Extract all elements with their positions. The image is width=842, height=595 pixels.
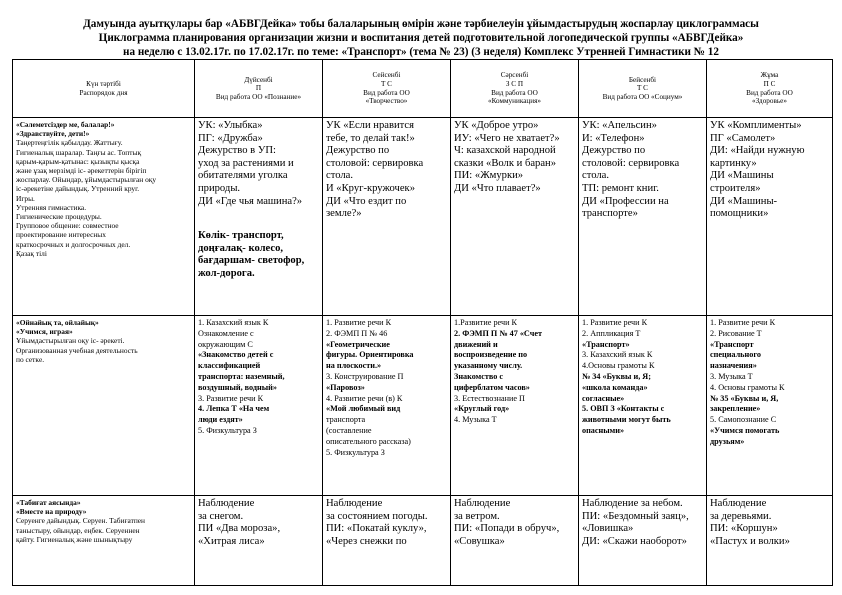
- cell-line: ПИ: «Попади в обруч»,: [454, 523, 560, 535]
- cell-line: фигуры. Ориентировка: [326, 350, 414, 360]
- cell-lessons-wednesday: [451, 316, 579, 496]
- cell-line: циферблатом часов»: [454, 382, 530, 392]
- cell-line: Дежурство в УП:: [198, 145, 276, 157]
- cell-line: ПИ: «Коршун»: [710, 523, 778, 535]
- cell-line: 4.Основы грамоты К: [582, 361, 655, 371]
- day-code: П С: [763, 79, 776, 88]
- cell-line: «Хитрая лиса»: [198, 535, 265, 547]
- cell-line: земле?»: [326, 208, 362, 220]
- day-area: Вид работа ОО «Социум»: [602, 92, 683, 101]
- cell-line: И: «Телефон»: [582, 132, 645, 144]
- cell-walk-tuesday: [323, 496, 451, 586]
- cell-line: закрепление»: [710, 404, 761, 414]
- row-lessons: [13, 316, 833, 496]
- cell-line: ТП: ремонт книг.: [582, 182, 659, 194]
- row-head-line: Гигиеналық шаралар. Таңғы ас. Топтық: [16, 147, 142, 157]
- day-name: Дүйсенбі: [244, 75, 273, 84]
- cell-line: стола.: [326, 170, 353, 182]
- row-head-line: Утренняя гимнастика.: [16, 202, 87, 212]
- day-code: Т С: [381, 79, 392, 88]
- row-head-line: «Здравствуйте, дети!»: [16, 129, 90, 139]
- cell-line: «Мой любимый вид: [326, 404, 401, 414]
- cell-line: 5. Самопознание С: [710, 415, 777, 425]
- day-code: Т С: [637, 84, 648, 93]
- day-header-wednesday: [451, 60, 579, 118]
- cell-line: Наблюдение: [198, 498, 255, 509]
- cell-line: 1. Казахский язык К: [198, 318, 269, 327]
- row-head-line: қарым-қарым-қатынас: қызықты қысқа: [16, 156, 140, 166]
- row-head-line: Таңертеңгілік қабылдау. Жаттығу.: [16, 138, 123, 148]
- row-head-line: «Табиғат аясында»: [16, 498, 81, 507]
- cell-line: природы.: [198, 182, 241, 194]
- row-head-line: қайту. Гигиеналық және шынықтыру: [16, 534, 133, 544]
- cell-line: «Пастух и волки»: [710, 535, 790, 547]
- cell-lessons-thursday: [579, 316, 707, 496]
- cell-line: 1. Развитие речи К: [710, 318, 776, 327]
- day-name: Сейсенбі: [372, 71, 401, 80]
- cell-line: воспроизведение по: [454, 350, 528, 360]
- row-walk: [13, 496, 833, 586]
- cell-line: (составление: [326, 425, 372, 435]
- row-head-line: Қазақ тілі: [16, 248, 47, 258]
- cell-line: «школа команда»: [582, 382, 648, 392]
- cell-line: назначения»: [710, 361, 757, 371]
- cell-line: уход за растениями и: [198, 157, 294, 169]
- header-line-kazakh: Дамуында ауытқулары бар «АБВГДейка» тобы балаларының өмірін және тәрбиелеуін ұйымдастырудың жоспарлау циклограммасы: [83, 18, 759, 30]
- cell-line: УК: «Апельсин»: [582, 120, 657, 131]
- cell-line: воздушный, водный»: [198, 382, 277, 392]
- day-area: «Здоровье»: [752, 97, 787, 106]
- cell-line: 3. Конструирование П: [326, 371, 404, 381]
- table-header-row: [13, 60, 833, 118]
- cell-line: «Геометрические: [326, 339, 390, 349]
- cell-line: «Через снежки по: [326, 535, 407, 547]
- cell-line: ПИ: «Бездомный заяц»,: [582, 510, 689, 522]
- cell-lessons-friday: [707, 316, 833, 496]
- day-area: Вид работа ОО «Познание»: [215, 92, 302, 101]
- cell-walk-thursday: [579, 496, 707, 586]
- cell-line: Наблюдение: [326, 498, 383, 509]
- cell-line: стола.: [582, 170, 609, 182]
- cell-line: указанному числу.: [454, 361, 523, 371]
- cell-line: окружающим С: [198, 339, 253, 349]
- day-code: П: [255, 84, 262, 93]
- row-head-line: Организованная учебная деятельность: [16, 345, 138, 355]
- row-morning: [13, 118, 833, 316]
- cell-walk-wednesday: [451, 496, 579, 586]
- cell-line: бағдаршам- светофор,: [198, 255, 305, 267]
- cell-line: движений и: [454, 339, 498, 349]
- day-name: Бейсенбі: [628, 75, 657, 84]
- cell-line: УК «Комплименты»: [710, 120, 802, 131]
- cell-line: ПГ: «Дружба»: [198, 132, 263, 144]
- row-head-line: Групповое общение: совместное: [16, 221, 119, 231]
- cell-lessons-monday: [195, 316, 323, 496]
- row-head-line: жоспарлау. Ойындар, ұйымдастырылған оқу: [16, 175, 157, 185]
- cell-line: опасными»: [582, 425, 625, 435]
- cell-line: ПИ «Два мороза»,: [198, 523, 281, 535]
- cell-line: ПГ «Самолет»: [710, 132, 776, 144]
- day-header-monday: [195, 60, 323, 118]
- cell-line: 4. Лепка Т «На чем: [198, 404, 270, 414]
- cell-line: 3. Развитие речи К: [198, 393, 264, 403]
- cell-line: ДИ «Что ездит по: [326, 195, 407, 207]
- cell-line: 4. Развитие речи (в) К: [326, 393, 403, 403]
- header-line-russian: Циклограмма планирования организации жизни и воспитания детей подготовительной логопедической группы «АБВГДейка»: [98, 32, 744, 44]
- row-head-walk: [13, 496, 195, 586]
- cell-line: «Ловишка»: [582, 523, 634, 535]
- cell-line: столовой: сервировка: [582, 157, 680, 169]
- day-code: З С П: [505, 79, 524, 88]
- row-head-line: по сеткe.: [16, 354, 45, 364]
- cell-line: описательного рассказа): [326, 436, 411, 446]
- row-head-line: «Ойнайық та, ойлайық»: [16, 318, 99, 327]
- cell-line: согласные»: [582, 393, 625, 403]
- cell-line: «Знакомство детей с: [198, 350, 274, 360]
- row-head-lessons: [13, 316, 195, 496]
- cell-line: «Паровоз»: [326, 382, 365, 392]
- cell-line: за состоянием погоды.: [326, 510, 428, 522]
- row-head-morning: [13, 118, 195, 316]
- row-head-line: краткосрочных и долгосрочных дел.: [16, 239, 131, 249]
- row-head-line: іс-әрекетіне дайындық. Утренний круг.: [16, 184, 140, 194]
- schedule-table: [12, 59, 833, 586]
- cell-line: строителя»: [710, 182, 761, 194]
- cell-line: 1. Развитие речи К: [582, 318, 648, 327]
- cell-line: ДИ: «Найди нужную: [710, 145, 805, 157]
- row-head-line: және ұзақ мерзімді іс- әрекеттерін бірігіп: [16, 166, 147, 176]
- cell-morning-monday: [195, 118, 323, 316]
- cell-lessons-tuesday: [323, 316, 451, 496]
- row-head-line: «Учимся, играя»: [16, 327, 73, 337]
- day-header-tuesday: [323, 60, 451, 118]
- cell-line: УК «Если нравится: [326, 120, 414, 131]
- cell-line: «Учимся помогать: [710, 425, 780, 435]
- cell-walk-friday: [707, 496, 833, 586]
- cell-line: ПИ: «Покатай куклу»,: [326, 523, 427, 535]
- cell-line: «Совушка»: [454, 535, 505, 547]
- cell-line: Дежурство по: [326, 145, 390, 157]
- cell-line: ДИ: «Скажи наоборот»: [582, 535, 687, 547]
- cell-line: № 35 «Буквы и, Я,: [710, 393, 779, 403]
- row-head-line: Гигиенические процедуры.: [16, 212, 102, 222]
- row-head-line: Игры.: [16, 193, 35, 203]
- day-area: Вид работа ОО: [491, 88, 538, 97]
- cell-line: ПИ: «Жмурки»: [454, 170, 524, 182]
- cell-line: № 34 «Буквы и, Я;: [582, 371, 651, 381]
- cell-line: 1.Развитие речи К: [454, 318, 517, 327]
- cell-line: Наблюдение: [710, 498, 767, 509]
- day-area: «Коммуникация»: [487, 97, 542, 106]
- cell-line: И «Круг-кружочек»: [326, 182, 416, 194]
- cell-line: Дежурство по: [582, 145, 646, 157]
- cell-line: 1. Развитие речи К: [326, 318, 392, 327]
- cell-line: транспорта: [326, 415, 366, 425]
- cell-line: животными могут быть: [582, 415, 671, 425]
- cell-line: классификацией: [198, 361, 261, 371]
- cell-line: друзьям»: [710, 436, 745, 446]
- cell-line: ДИ «Профессии на: [582, 195, 669, 207]
- cell-line: сказки «Волк и баран»: [454, 157, 557, 169]
- cell-line: за снегом.: [198, 510, 244, 522]
- cell-line: за деревьями.: [710, 510, 772, 522]
- row-head-line: «Вместе на природу»: [16, 507, 87, 517]
- cell-line: обитателями уголка: [198, 170, 288, 182]
- cell-line: люди ездят»: [198, 415, 243, 425]
- day-area: Вид работа ОО: [363, 88, 410, 97]
- cell-line: 4. Основы грамоты К: [710, 382, 785, 392]
- cell-line: за ветром.: [454, 510, 500, 522]
- cell-line: 4. Музыка Т: [454, 415, 497, 425]
- cell-line: УК: «Улыбка»: [198, 120, 263, 131]
- cell-line: 5. Физкультура З: [326, 447, 385, 457]
- cell-line: ДИ «Где чья машина?»: [198, 195, 303, 207]
- header-line-week: на неделю с 13.02.17г. по 17.02.17г. по теме: «Транспорт» (тема № 23) (3 неделя) Комплекс Утренней Гимнастики № 12: [123, 46, 719, 58]
- cell-line: 2. Аппликация Т: [582, 328, 641, 338]
- cell-line: 5. Физкультура З: [198, 425, 257, 435]
- cell-walk-monday: [195, 496, 323, 586]
- cell-line: УК «Доброе утро»: [454, 120, 539, 131]
- cell-morning-wednesday: [451, 118, 579, 316]
- cell-line: специального: [710, 350, 761, 360]
- day-name: Жұма: [760, 71, 779, 80]
- row-head-line: Серуенге дайындық. Серуен. Табиғатпен: [16, 516, 146, 526]
- cell-line: 2. Рисование Т: [710, 328, 762, 338]
- cell-line: Знакомство с: [454, 371, 504, 381]
- corner-line: Распорядок дня: [79, 88, 128, 97]
- cell-line: 2. ФЭМП П № 46: [326, 328, 388, 338]
- day-area: «Творчество»: [365, 97, 408, 106]
- cell-line: ДИ «Машины: [710, 170, 774, 182]
- corner-cell: [13, 60, 195, 118]
- cell-line: жол-дорога.: [198, 267, 255, 279]
- cell-line: Наблюдение: [454, 498, 511, 509]
- row-head-line: проектирование интересных: [16, 230, 106, 240]
- day-header-friday: [707, 60, 833, 118]
- cell-line: «Транспорт»: [582, 339, 630, 349]
- cell-line: тебе, то делай так!»: [326, 132, 415, 144]
- cell-line: Наблюдение за небом.: [582, 498, 683, 509]
- cell-line: 3. Казахский язык К: [582, 350, 653, 360]
- cell-spacer: [198, 208, 319, 230]
- cell-line: ИУ: «Чего не хватает?»: [454, 132, 560, 144]
- day-name: Сәрсенбі: [500, 71, 529, 80]
- cell-line: 3. Естествознание П: [454, 393, 525, 403]
- cell-line: ДИ «Машины-: [710, 195, 778, 207]
- cell-line: ДИ «Что плавает?»: [454, 182, 541, 194]
- cell-line: столовой: сервировка: [326, 157, 424, 169]
- cell-line: доңғалақ- колесо,: [198, 242, 284, 254]
- cell-line: 5. ОВП З «Контакты с: [582, 404, 665, 414]
- cell-line: «Транспорт: [710, 339, 754, 349]
- cell-line: 3. Музыка Т: [710, 371, 753, 381]
- cell-line: картинку»: [710, 157, 757, 169]
- cell-line: на плоскости.»: [326, 361, 382, 371]
- cell-morning-friday: [707, 118, 833, 316]
- cell-line: транспорта: наземный,: [198, 371, 285, 381]
- cell-line: Ч: казахской народной: [454, 145, 556, 157]
- cell-line: транспорте»: [582, 208, 638, 220]
- cell-line: Көлік- транспорт,: [198, 230, 284, 242]
- row-head-line: Ұйымдастырылған оқу іс- әрекеті.: [16, 336, 125, 346]
- corner-line: Күн тәртібі: [86, 79, 121, 88]
- day-area: Вид работа ОО: [746, 88, 793, 97]
- cell-line: 2. ФЭМП П № 47 «Счет: [454, 328, 543, 338]
- row-head-line: «Сәлеметсіздер ме, балалар!»: [16, 120, 115, 129]
- day-header-thursday: [579, 60, 707, 118]
- cell-line: помощники»: [710, 208, 769, 220]
- cell-morning-tuesday: [323, 118, 451, 316]
- row-head-line: таныстыру, ойындар, еңбек. Серуеннен: [16, 525, 140, 535]
- cell-line: Ознакомление с: [198, 328, 254, 338]
- cell-line: «Круглый год»: [454, 404, 510, 414]
- cell-morning-thursday: [579, 118, 707, 316]
